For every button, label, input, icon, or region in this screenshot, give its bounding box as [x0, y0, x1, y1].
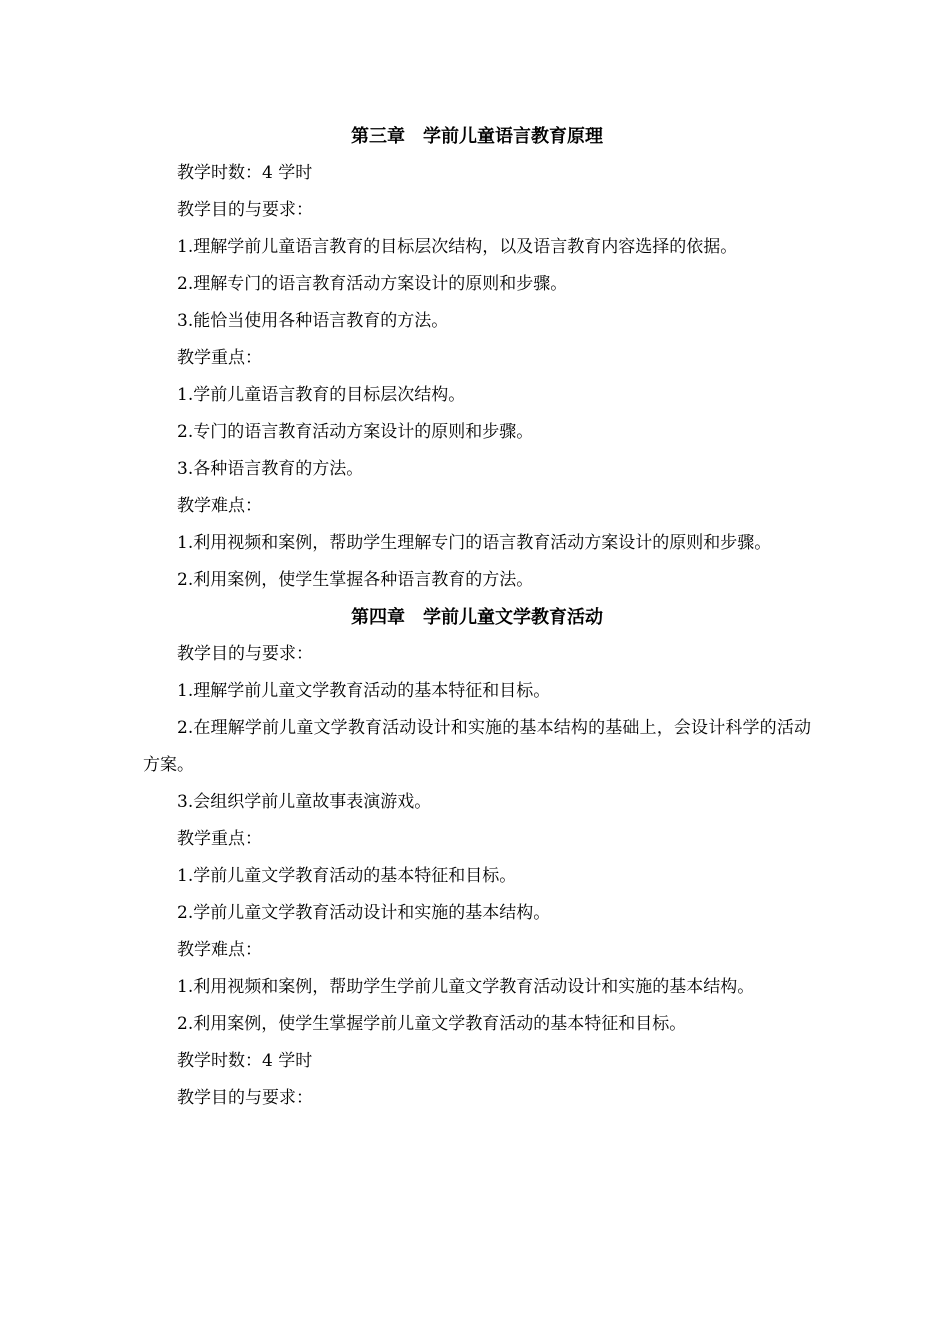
chapter-3-key-item: 2.专门的语言教育活动方案设计的原则和步骤。	[177, 422, 534, 442]
chapter-4-goal-item: 1.理解学前儿童文学教育活动的基本特征和目标。	[177, 681, 551, 701]
chapter-3-key-heading: 教学重点：	[177, 348, 262, 368]
chapter-4-goal-item: 2.在理解学前儿童文学教育活动设计和实施的基本结构的基础上，会设计科学的活动方案。	[143, 718, 811, 775]
chapter-4-difficult-item: 2.利用案例，使学生掌握学前儿童文学教育活动的基本特征和目标。	[177, 1014, 687, 1034]
chapter-4-difficult-item: 1.利用视频和案例，帮助学生学前儿童文学教育活动设计和实施的基本结构。	[177, 977, 755, 997]
chapter-3-key-item: 1.学前儿童语言教育的目标层次结构。	[177, 385, 466, 405]
chapter-3-difficult-heading: 教学难点：	[177, 496, 262, 516]
chapter-4-title: 第四章 学前儿童文学教育活动	[351, 607, 603, 628]
chapter-3-goal-item: 2.理解专门的语言教育活动方案设计的原则和步骤。	[177, 274, 568, 294]
chapter-3-title: 第三章 学前儿童语言教育原理	[351, 126, 603, 147]
chapter-3-goals-heading: 教学目的与要求：	[177, 200, 313, 220]
chapter-3-difficult-item: 2.利用案例，使学生掌握各种语言教育的方法。	[177, 570, 534, 590]
chapter-3-goal-item: 1.理解学前儿童语言教育的目标层次结构，以及语言教育内容选择的依据。	[177, 237, 738, 257]
chapter-4-key-heading: 教学重点：	[177, 829, 262, 849]
document-body	[143, 118, 811, 1117]
chapter-4-difficult-heading: 教学难点：	[177, 940, 262, 960]
chapter-3-difficult-item: 1.利用视频和案例，帮助学生理解专门的语言教育活动方案设计的原则和步骤。	[177, 533, 772, 553]
chapter-4-key-item: 2.学前儿童文学教育活动设计和实施的基本结构。	[177, 903, 551, 923]
chapter-4-hours: 教学时数：4 学时	[177, 1051, 313, 1071]
chapter-3-goal-item: 3.能恰当使用各种语言教育的方法。	[177, 311, 449, 331]
chapter-4-key-item: 1.学前儿童文学教育活动的基本特征和目标。	[177, 866, 517, 886]
chapter-3-hours: 教学时数：4 学时	[177, 163, 313, 183]
chapter-3-key-item: 3.各种语言教育的方法。	[177, 459, 364, 479]
chapter-4-goals-heading-2: 教学目的与要求：	[177, 1088, 313, 1108]
chapter-4-goals-heading: 教学目的与要求：	[177, 644, 313, 664]
chapter-4-goal-item: 3.会组织学前儿童故事表演游戏。	[177, 792, 432, 812]
